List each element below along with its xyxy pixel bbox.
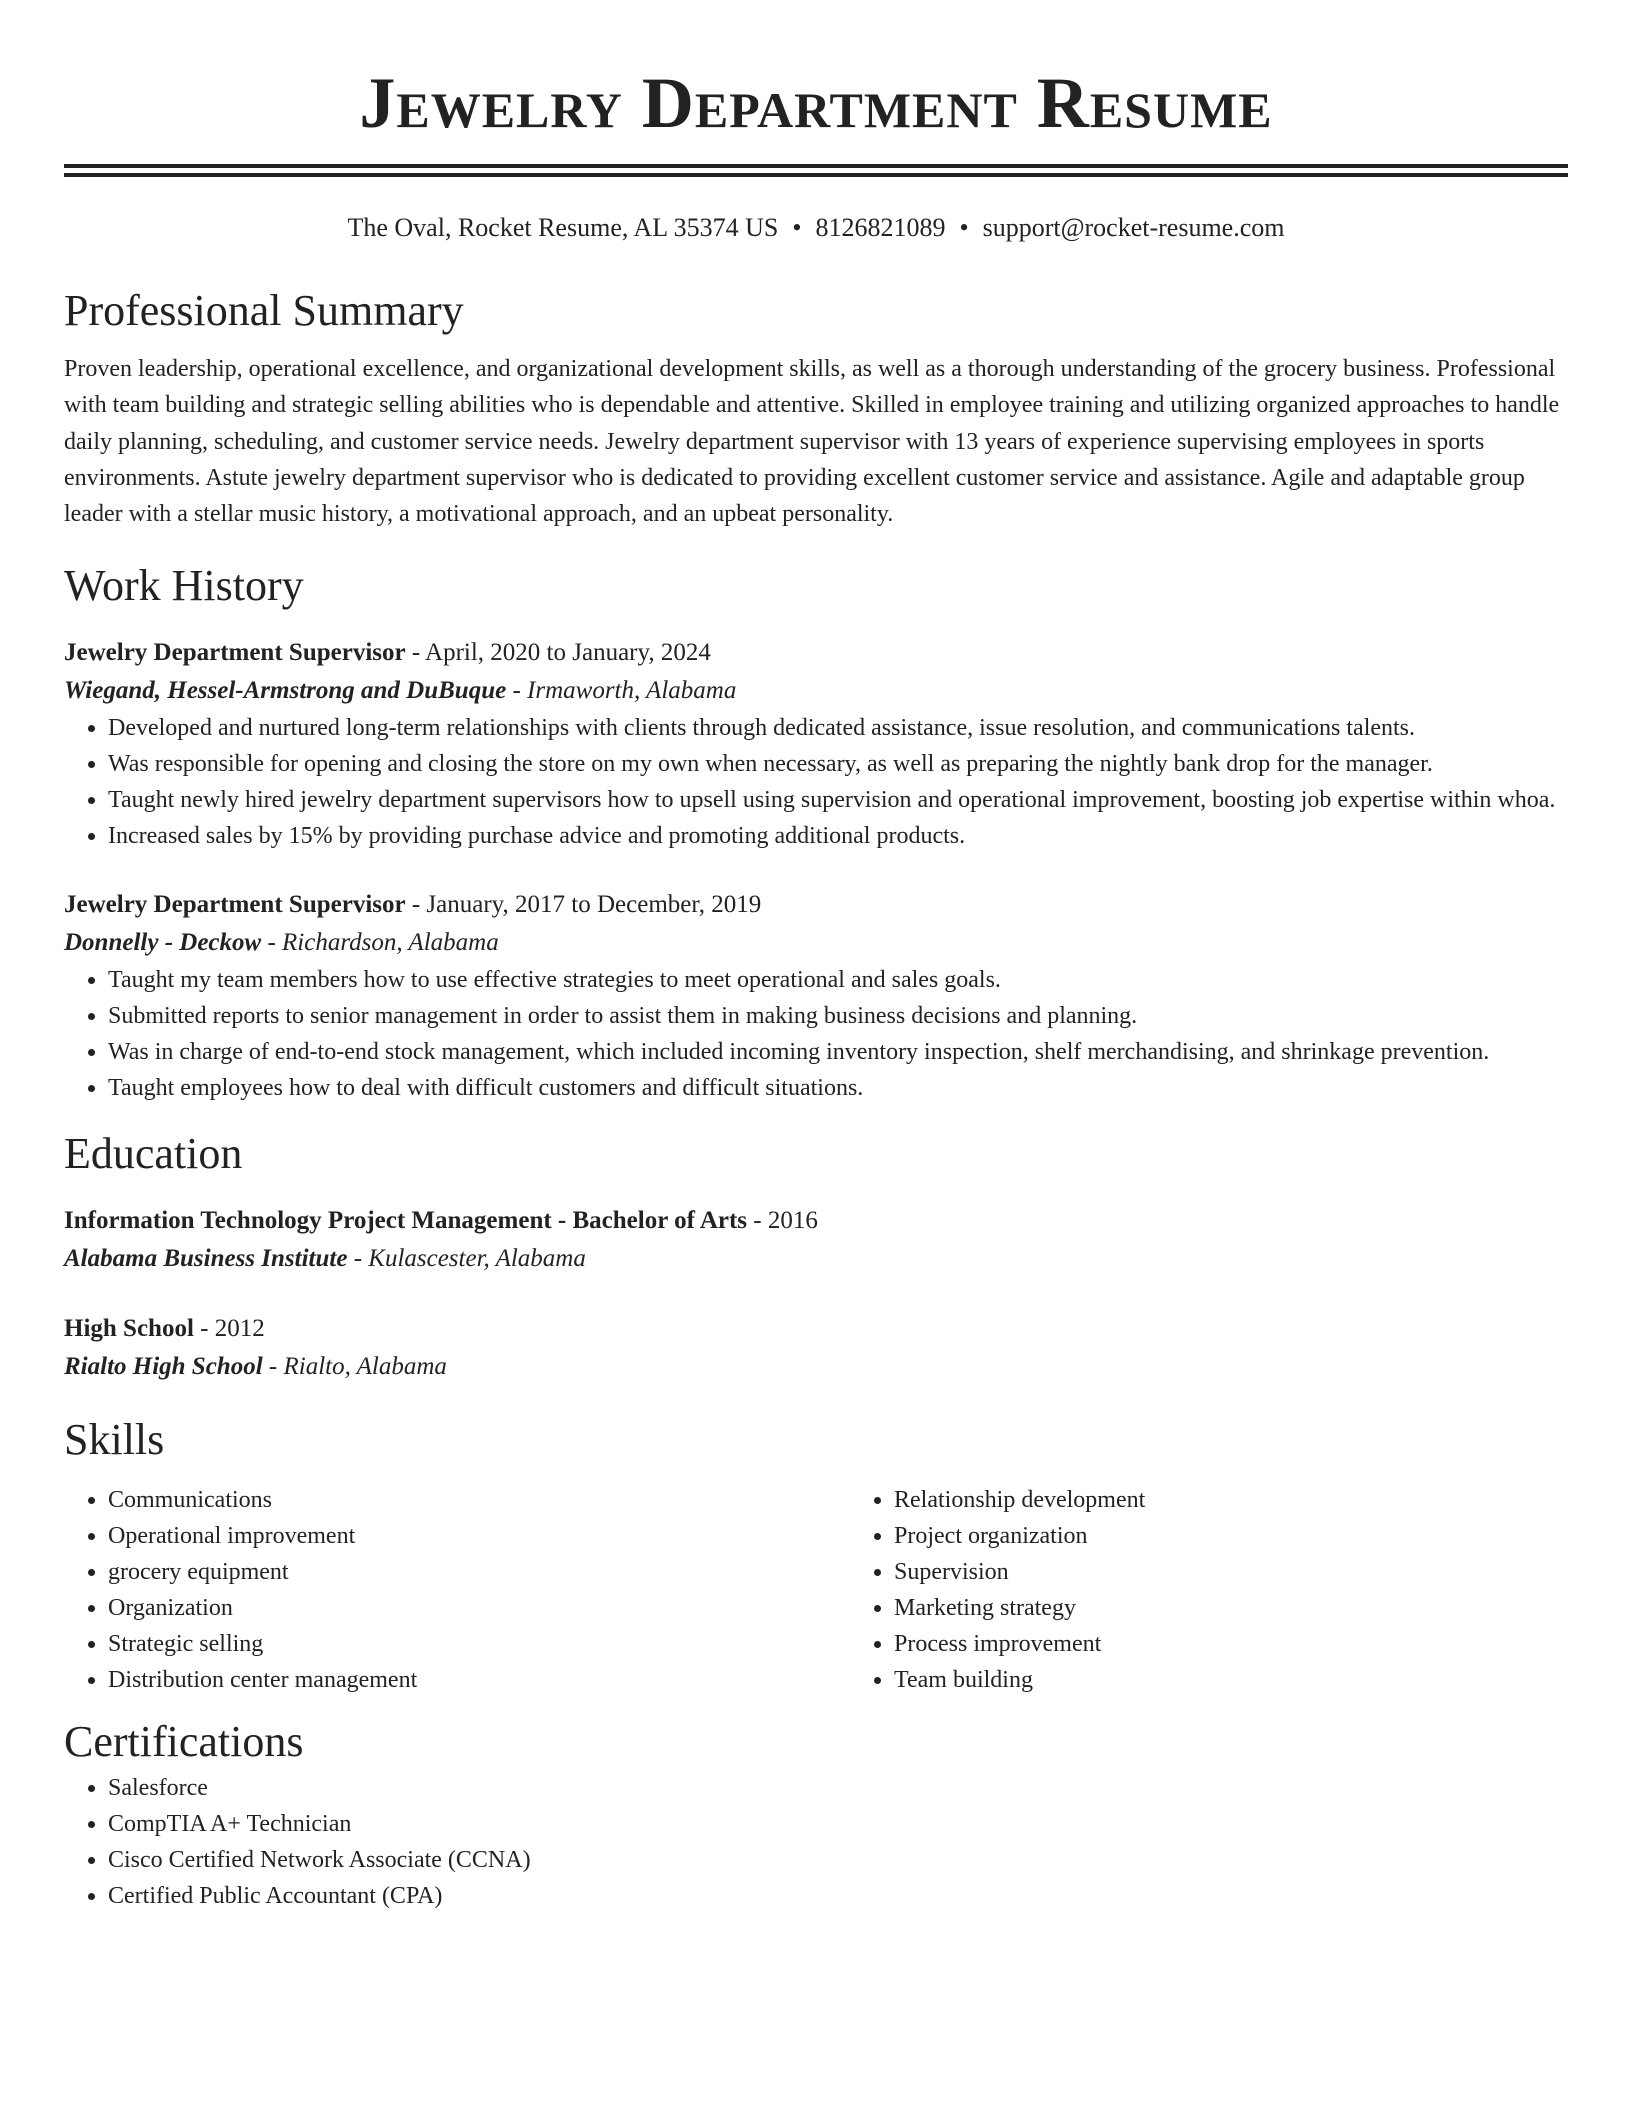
job-dates: - April, 2020 to January, 2024 (405, 639, 711, 667)
job-bullet: • Taught employees how to deal with difficult customers and difficult situations. (108, 1070, 1568, 1106)
contact-phone: 8126821089 (815, 213, 946, 242)
job-bullet: • Increased sales by 15% by providing purchase advice and promoting additional products. (108, 818, 1568, 854)
education-school-line (64, 1348, 1568, 1386)
certification-item: • Cisco Certified Network Associate (CCNA) (108, 1842, 1568, 1878)
skill-item: • Organization (108, 1590, 850, 1626)
skills-list-left (64, 1482, 850, 1698)
certifications-list (64, 1770, 1568, 1914)
education-year: - 2016 (747, 1207, 818, 1235)
skill-item: • Distribution center management (108, 1662, 850, 1698)
education-year: - 2012 (193, 1315, 265, 1343)
education-school: Rialto High School (64, 1353, 263, 1381)
contact-address: The Oval, Rocket Resume, AL 35374 US (347, 213, 779, 242)
job-dates: - January, 2017 to December, 2019 (405, 891, 762, 919)
skill-item: • Marketing strategy (894, 1590, 1632, 1626)
education-degree: Information Technology Project Management - Bachelor of Arts (64, 1207, 748, 1235)
job-title: Jewelry Department Supervisor (64, 891, 406, 919)
job-bullet: • Submitted reports to senior management in order to assist them in making business decisions and planning. (108, 998, 1568, 1034)
job-location: - Irmaworth, Alabama (506, 677, 737, 705)
contact-line (64, 211, 1568, 245)
contact-email: support@rocket-resume.com (982, 213, 1285, 242)
summary-heading: Professional Summary (64, 286, 464, 335)
skill-item: • Operational improvement (108, 1518, 850, 1554)
contact-separator: • (792, 213, 802, 242)
skill-item: • Process improvement (894, 1626, 1632, 1662)
skill-item: • Team building (894, 1662, 1632, 1698)
job-bullet: • Developed and nurtured long-term relationships with clients through dedicated assistance, issue resolution, and communications talents. (108, 710, 1568, 746)
education-school: Alabama Business Institute (64, 1245, 348, 1273)
resume-page (64, 0, 1568, 1914)
certification-item: • Salesforce (108, 1770, 1568, 1806)
education-location: - Rialto, Alabama (262, 1353, 447, 1381)
job-header (64, 886, 1568, 924)
contact-separator: • (959, 213, 969, 242)
job-bullet-list (64, 962, 1568, 1106)
skill-item: • Supervision (894, 1554, 1632, 1590)
skill-item: • Communications (108, 1482, 850, 1518)
job-bullet: • Was in charge of end-to-end stock management, which included incoming inventory inspection, shelf merchandising, and shrinkage prevention. (108, 1034, 1568, 1070)
education-header (64, 1202, 1568, 1240)
education-degree: High School (64, 1315, 194, 1343)
job-bullet: • Taught my team members how to use effective strategies to meet operational and sales goals. (108, 962, 1568, 998)
skill-item: • Relationship development (894, 1482, 1632, 1518)
job-bullet: • Taught newly hired jewelry department supervisors how to upsell using supervision and operational improvement, boosting job expertise within whoa. (108, 782, 1568, 818)
certification-item: • CompTIA A+ Technician (108, 1806, 1568, 1842)
job-company: Wiegand, Hessel-Armstrong and DuBuque (64, 677, 507, 705)
skills-columns (64, 1482, 1568, 1698)
education-location: - Kulascester, Alabama (347, 1245, 586, 1273)
skills-list-right (850, 1482, 1632, 1698)
work-history-heading: Work History (64, 561, 304, 611)
job-company-line (64, 924, 1568, 962)
education-school-line (64, 1240, 1568, 1278)
job-company: Donnelly - Deckow (64, 929, 262, 957)
title-rule-bottom (64, 173, 1568, 177)
education-header (64, 1310, 1568, 1348)
job-company-line (64, 672, 1568, 710)
skill-item: • Project organization (894, 1518, 1632, 1554)
job-bullet: • Was responsible for opening and closing the store on my own when necessary, as well as preparing the nightly bank drop for the manager. (108, 746, 1568, 782)
job-location: - Richardson, Alabama (261, 929, 499, 957)
title-rule-top (64, 164, 1568, 168)
certification-item: • Certified Public Accountant (CPA) (108, 1878, 1568, 1914)
resume-title: Jewelry Department Resume (359, 63, 1273, 143)
summary-text: Proven leadership, operational excellence, and organizational development skills, as well as a thorough understanding of the grocery business. Professional with team building and strategic selling abilities who is dependable and attentive. Skilled in employee training and utilizing organized approaches to handle daily planning, scheduling, and customer service needs. Jewelry department supervisor with 13 years of experience supervising employees in sports environments. Astute jewelry department supervisor who is dedicated to providing excellent customer service and assistance. Agile and adaptable group leader with a stellar music history, a motivational approach, and an upbeat personality. (64, 356, 1560, 528)
job-header (64, 634, 1568, 672)
job-title: Jewelry Department Supervisor (64, 639, 406, 667)
skill-item: • Strategic selling (108, 1626, 850, 1662)
education-heading: Education (64, 1129, 243, 1179)
skills-heading: Skills (64, 1415, 165, 1465)
job-bullet-list (64, 710, 1568, 854)
certifications-heading: Certifications (64, 1717, 304, 1767)
skill-item: • grocery equipment (108, 1554, 850, 1590)
